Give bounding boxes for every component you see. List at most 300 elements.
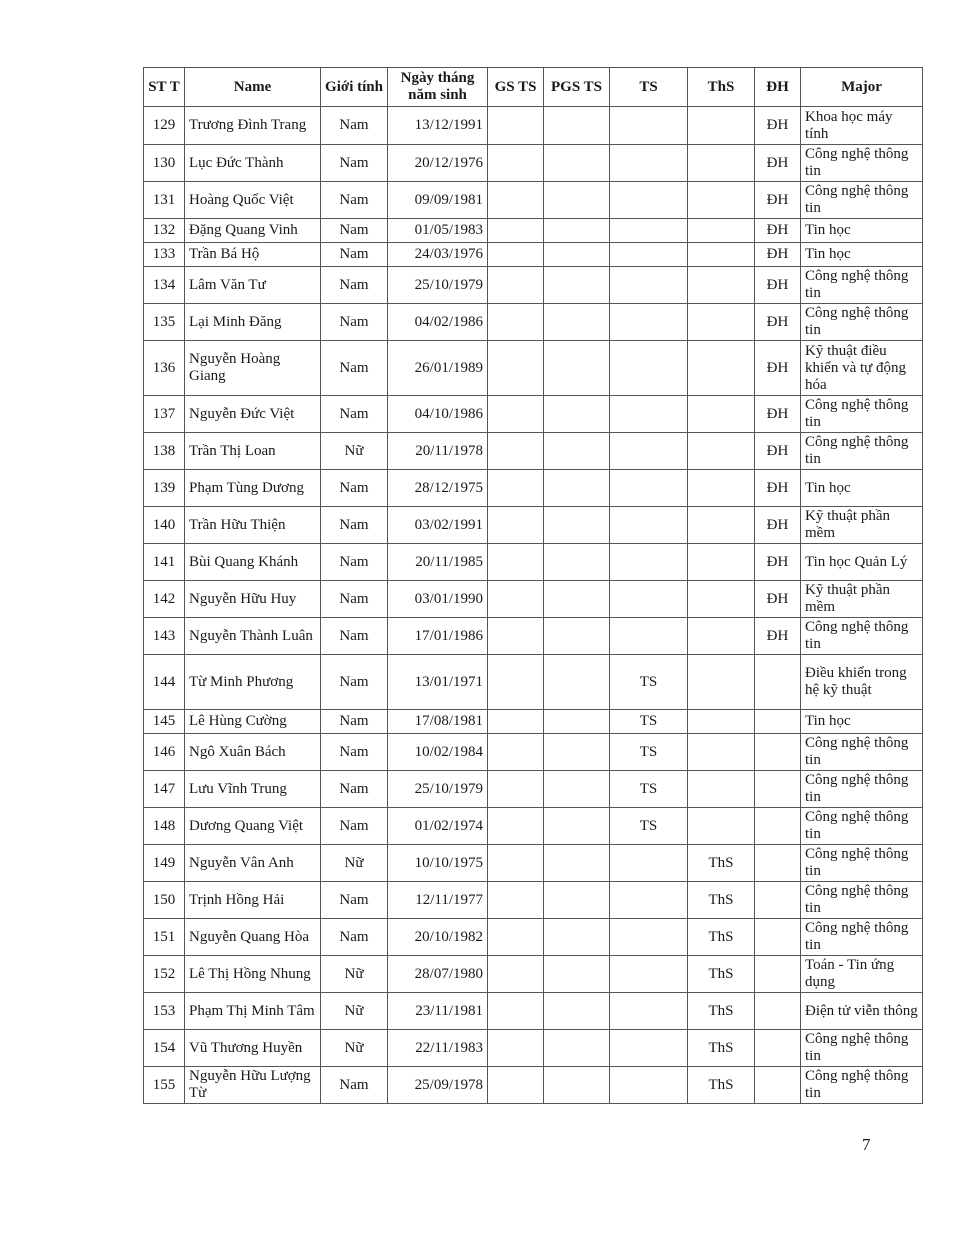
cell-gender: Nam <box>321 655 388 710</box>
cell-major: Công nghệ thông tin <box>801 304 923 341</box>
cell-ths <box>688 243 755 267</box>
cell-dh: ĐH <box>755 243 801 267</box>
cell-stt: 153 <box>144 993 185 1030</box>
cell-dob: 26/01/1989 <box>388 341 488 396</box>
cell-gender: Nam <box>321 618 388 655</box>
cell-ts <box>610 581 688 618</box>
cell-dob: 12/11/1977 <box>388 882 488 919</box>
table-row <box>144 433 923 470</box>
cell-stt: 149 <box>144 845 185 882</box>
cell-gsts <box>488 243 544 267</box>
cell-pgsts <box>544 433 610 470</box>
cell-dh: ĐH <box>755 341 801 396</box>
cell-dh <box>755 655 801 710</box>
cell-gsts <box>488 507 544 544</box>
cell-gender: Nữ <box>321 993 388 1030</box>
cell-name: Nguyễn Hữu Huy <box>185 581 321 618</box>
cell-dob: 10/10/1975 <box>388 845 488 882</box>
cell-dob: 03/02/1991 <box>388 507 488 544</box>
cell-major: Kỹ thuật phần mềm <box>801 581 923 618</box>
cell-major: Công nghệ thông tin <box>801 396 923 433</box>
cell-dob: 28/12/1975 <box>388 470 488 507</box>
cell-dob: 13/12/1991 <box>388 107 488 145</box>
cell-gsts <box>488 655 544 710</box>
cell-gender: Nam <box>321 341 388 396</box>
table-body <box>144 107 923 1104</box>
cell-pgsts <box>544 618 610 655</box>
cell-stt: 144 <box>144 655 185 710</box>
cell-dob: 17/08/1981 <box>388 710 488 734</box>
cell-gender: Nam <box>321 919 388 956</box>
table-row <box>144 145 923 182</box>
cell-gsts <box>488 882 544 919</box>
cell-stt: 136 <box>144 341 185 396</box>
cell-gsts <box>488 544 544 581</box>
cell-gsts <box>488 1030 544 1067</box>
cell-name: Lục Đức Thành <box>185 145 321 182</box>
cell-gsts <box>488 433 544 470</box>
cell-name: Lâm Văn Tư <box>185 267 321 304</box>
cell-name: Ngô Xuân Bách <box>185 734 321 771</box>
cell-gender: Nam <box>321 396 388 433</box>
table-row <box>144 882 923 919</box>
cell-ths: ThS <box>688 1030 755 1067</box>
cell-pgsts <box>544 182 610 219</box>
cell-dh: ĐH <box>755 544 801 581</box>
cell-pgsts <box>544 219 610 243</box>
cell-major: Công nghệ thông tin <box>801 267 923 304</box>
cell-gsts <box>488 145 544 182</box>
cell-ths <box>688 808 755 845</box>
cell-gsts <box>488 470 544 507</box>
cell-stt: 154 <box>144 1030 185 1067</box>
cell-ts: TS <box>610 808 688 845</box>
cell-ths: ThS <box>688 882 755 919</box>
cell-dh: ĐH <box>755 107 801 145</box>
cell-pgsts <box>544 107 610 145</box>
cell-gender: Nam <box>321 145 388 182</box>
cell-pgsts <box>544 993 610 1030</box>
cell-gsts <box>488 618 544 655</box>
cell-ts <box>610 182 688 219</box>
cell-ts <box>610 219 688 243</box>
cell-ths <box>688 267 755 304</box>
header-gender: Giới tính <box>321 68 388 107</box>
cell-major: Công nghệ thông tin <box>801 919 923 956</box>
cell-ths <box>688 618 755 655</box>
cell-major: Tin học Quản Lý <box>801 544 923 581</box>
cell-dob: 13/01/1971 <box>388 655 488 710</box>
cell-pgsts <box>544 396 610 433</box>
cell-gsts <box>488 304 544 341</box>
cell-dob: 28/07/1980 <box>388 956 488 993</box>
cell-major: Điều khiển trong hệ kỹ thuật <box>801 655 923 710</box>
cell-stt: 146 <box>144 734 185 771</box>
cell-name: Vũ Thương Huyền <box>185 1030 321 1067</box>
cell-gender: Nam <box>321 771 388 808</box>
cell-name: Đặng Quang Vinh <box>185 219 321 243</box>
cell-pgsts <box>544 1030 610 1067</box>
cell-name: Hoàng Quốc Việt <box>185 182 321 219</box>
table-row <box>144 219 923 243</box>
cell-major: Công nghệ thông tin <box>801 182 923 219</box>
cell-gender: Nam <box>321 470 388 507</box>
cell-ts <box>610 507 688 544</box>
cell-ts <box>610 993 688 1030</box>
table-row <box>144 618 923 655</box>
cell-name: Bùi Quang Khánh <box>185 544 321 581</box>
cell-ths <box>688 771 755 808</box>
cell-stt: 148 <box>144 808 185 845</box>
header-gsts: GS TS <box>488 68 544 107</box>
cell-pgsts <box>544 710 610 734</box>
cell-gender: Nữ <box>321 1030 388 1067</box>
cell-ts <box>610 1067 688 1104</box>
header-dob: Ngày tháng năm sinh <box>388 68 488 107</box>
cell-dh <box>755 882 801 919</box>
cell-dh: ĐH <box>755 219 801 243</box>
cell-ths <box>688 341 755 396</box>
cell-dob: 25/10/1979 <box>388 267 488 304</box>
cell-pgsts <box>544 919 610 956</box>
cell-dh <box>755 845 801 882</box>
page-number: 7 <box>862 1135 871 1154</box>
cell-stt: 140 <box>144 507 185 544</box>
cell-stt: 152 <box>144 956 185 993</box>
cell-major: Công nghệ thông tin <box>801 1030 923 1067</box>
cell-ths <box>688 655 755 710</box>
cell-ths <box>688 145 755 182</box>
cell-ts: TS <box>610 771 688 808</box>
cell-dob: 25/09/1978 <box>388 1067 488 1104</box>
cell-stt: 147 <box>144 771 185 808</box>
cell-gsts <box>488 267 544 304</box>
cell-gender: Nam <box>321 581 388 618</box>
cell-stt: 141 <box>144 544 185 581</box>
cell-ths <box>688 507 755 544</box>
cell-dob: 09/09/1981 <box>388 182 488 219</box>
staff-table <box>143 67 923 1104</box>
cell-dob: 22/11/1983 <box>388 1030 488 1067</box>
cell-pgsts <box>544 1067 610 1104</box>
cell-pgsts <box>544 808 610 845</box>
cell-pgsts <box>544 267 610 304</box>
cell-ts <box>610 956 688 993</box>
cell-gsts <box>488 956 544 993</box>
cell-name: Từ Minh Phương <box>185 655 321 710</box>
cell-name: Nguyễn Đức Việt <box>185 396 321 433</box>
cell-gsts <box>488 107 544 145</box>
table-row <box>144 544 923 581</box>
cell-dob: 25/10/1979 <box>388 771 488 808</box>
cell-ts <box>610 243 688 267</box>
cell-dh: ĐH <box>755 182 801 219</box>
cell-stt: 135 <box>144 304 185 341</box>
cell-dh <box>755 808 801 845</box>
cell-dh: ĐH <box>755 581 801 618</box>
cell-ts: TS <box>610 655 688 710</box>
cell-stt: 132 <box>144 219 185 243</box>
cell-ths <box>688 182 755 219</box>
cell-dh: ĐH <box>755 304 801 341</box>
cell-pgsts <box>544 655 610 710</box>
cell-major: Kỹ thuật phần mềm <box>801 507 923 544</box>
cell-pgsts <box>544 581 610 618</box>
cell-dh <box>755 956 801 993</box>
cell-pgsts <box>544 734 610 771</box>
cell-major: Tin học <box>801 470 923 507</box>
table-row <box>144 243 923 267</box>
cell-ts: TS <box>610 734 688 771</box>
cell-ts <box>610 544 688 581</box>
cell-gsts <box>488 396 544 433</box>
cell-gender: Nữ <box>321 845 388 882</box>
cell-ts: TS <box>610 710 688 734</box>
table-row <box>144 470 923 507</box>
cell-ths: ThS <box>688 919 755 956</box>
cell-ths <box>688 433 755 470</box>
cell-gender: Nam <box>321 882 388 919</box>
cell-name: Nguyễn Hoàng Giang <box>185 341 321 396</box>
cell-dob: 20/12/1976 <box>388 145 488 182</box>
cell-dob: 04/10/1986 <box>388 396 488 433</box>
cell-stt: 131 <box>144 182 185 219</box>
table-row <box>144 993 923 1030</box>
cell-stt: 151 <box>144 919 185 956</box>
cell-dob: 01/05/1983 <box>388 219 488 243</box>
cell-pgsts <box>544 845 610 882</box>
cell-gender: Nữ <box>321 956 388 993</box>
table-row <box>144 808 923 845</box>
cell-gender: Nam <box>321 710 388 734</box>
cell-major: Công nghệ thông tin <box>801 145 923 182</box>
cell-ts <box>610 396 688 433</box>
table-row <box>144 655 923 710</box>
cell-gender: Nam <box>321 219 388 243</box>
cell-dob: 03/01/1990 <box>388 581 488 618</box>
cell-name: Lưu Vĩnh Trung <box>185 771 321 808</box>
cell-ts <box>610 433 688 470</box>
cell-stt: 139 <box>144 470 185 507</box>
cell-ts <box>610 470 688 507</box>
cell-gsts <box>488 1067 544 1104</box>
cell-ts <box>610 145 688 182</box>
cell-gsts <box>488 845 544 882</box>
cell-pgsts <box>544 882 610 919</box>
cell-dob: 01/02/1974 <box>388 808 488 845</box>
cell-name: Nguyễn Thành Luân <box>185 618 321 655</box>
table-row <box>144 1030 923 1067</box>
cell-dh: ĐH <box>755 433 801 470</box>
cell-major: Công nghệ thông tin <box>801 771 923 808</box>
header-ts: TS <box>610 68 688 107</box>
table-row <box>144 507 923 544</box>
cell-ths <box>688 470 755 507</box>
cell-gender: Nam <box>321 107 388 145</box>
cell-major: Tin học <box>801 710 923 734</box>
cell-ts <box>610 919 688 956</box>
cell-stt: 137 <box>144 396 185 433</box>
cell-major: Công nghệ thông tin <box>801 845 923 882</box>
cell-name: Trịnh Hồng Hải <box>185 882 321 919</box>
cell-dh: ĐH <box>755 618 801 655</box>
cell-major: Tin học <box>801 219 923 243</box>
cell-ths <box>688 396 755 433</box>
cell-pgsts <box>544 771 610 808</box>
cell-dh: ĐH <box>755 267 801 304</box>
cell-name: Dương Quang Việt <box>185 808 321 845</box>
cell-dob: 10/02/1984 <box>388 734 488 771</box>
cell-major: Công nghệ thông tin <box>801 1067 923 1104</box>
cell-major: Công nghệ thông tin <box>801 808 923 845</box>
header-stt: ST T <box>144 68 185 107</box>
cell-dob: 23/11/1981 <box>388 993 488 1030</box>
cell-ths <box>688 710 755 734</box>
table-row <box>144 267 923 304</box>
table-row <box>144 341 923 396</box>
cell-gender: Nam <box>321 808 388 845</box>
cell-pgsts <box>544 304 610 341</box>
cell-major: Khoa học máy tính <box>801 107 923 145</box>
cell-stt: 134 <box>144 267 185 304</box>
cell-ts <box>610 1030 688 1067</box>
table-row <box>144 304 923 341</box>
cell-ths <box>688 107 755 145</box>
cell-gender: Nữ <box>321 433 388 470</box>
table-row <box>144 919 923 956</box>
cell-name: Phạm Thị Minh Tâm <box>185 993 321 1030</box>
table-row <box>144 771 923 808</box>
cell-gender: Nam <box>321 507 388 544</box>
cell-stt: 150 <box>144 882 185 919</box>
cell-major: Công nghệ thông tin <box>801 734 923 771</box>
cell-ths: ThS <box>688 1067 755 1104</box>
table-row <box>144 956 923 993</box>
cell-dh <box>755 710 801 734</box>
table-row <box>144 1067 923 1104</box>
cell-ths <box>688 304 755 341</box>
cell-gsts <box>488 581 544 618</box>
cell-stt: 130 <box>144 145 185 182</box>
cell-gsts <box>488 710 544 734</box>
cell-dob: 20/10/1982 <box>388 919 488 956</box>
table-row <box>144 710 923 734</box>
cell-stt: 138 <box>144 433 185 470</box>
cell-name: Trần Bá Hộ <box>185 243 321 267</box>
table-row <box>144 581 923 618</box>
cell-name: Nguyễn Quang Hòa <box>185 919 321 956</box>
cell-pgsts <box>544 341 610 396</box>
cell-dh <box>755 771 801 808</box>
cell-dob: 17/01/1986 <box>388 618 488 655</box>
cell-dh <box>755 1067 801 1104</box>
cell-pgsts <box>544 243 610 267</box>
cell-ths: ThS <box>688 993 755 1030</box>
cell-ths <box>688 581 755 618</box>
cell-name: Lê Thị Hồng Nhung <box>185 956 321 993</box>
cell-major: Kỹ thuật điều khiển và tự động hóa <box>801 341 923 396</box>
cell-ths: ThS <box>688 956 755 993</box>
cell-dob: 24/03/1976 <box>388 243 488 267</box>
cell-major: Công nghệ thông tin <box>801 618 923 655</box>
cell-gender: Nam <box>321 1067 388 1104</box>
cell-pgsts <box>544 507 610 544</box>
table-row <box>144 107 923 145</box>
cell-major: Tin học <box>801 243 923 267</box>
cell-dob: 20/11/1978 <box>388 433 488 470</box>
table-row <box>144 396 923 433</box>
header-name: Name <box>185 68 321 107</box>
cell-ts <box>610 107 688 145</box>
header-ths: ThS <box>688 68 755 107</box>
cell-dh <box>755 993 801 1030</box>
cell-stt: 133 <box>144 243 185 267</box>
cell-dh <box>755 734 801 771</box>
cell-major: Công nghệ thông tin <box>801 433 923 470</box>
cell-gender: Nam <box>321 544 388 581</box>
cell-dh <box>755 919 801 956</box>
cell-name: Trần Hữu Thiện <box>185 507 321 544</box>
cell-pgsts <box>544 470 610 507</box>
cell-gsts <box>488 919 544 956</box>
cell-name: Lại Minh Đăng <box>185 304 321 341</box>
cell-dh <box>755 1030 801 1067</box>
header-pgsts: PGS TS <box>544 68 610 107</box>
cell-ths <box>688 544 755 581</box>
cell-gsts <box>488 734 544 771</box>
table-row <box>144 845 923 882</box>
cell-gsts <box>488 808 544 845</box>
table-header-row <box>144 68 923 107</box>
cell-pgsts <box>544 956 610 993</box>
cell-ts <box>610 304 688 341</box>
cell-dob: 04/02/1986 <box>388 304 488 341</box>
table-row <box>144 734 923 771</box>
header-dh: ĐH <box>755 68 801 107</box>
cell-stt: 155 <box>144 1067 185 1104</box>
cell-ths: ThS <box>688 845 755 882</box>
cell-gender: Nam <box>321 182 388 219</box>
cell-ts <box>610 882 688 919</box>
cell-gsts <box>488 771 544 808</box>
cell-gender: Nam <box>321 243 388 267</box>
cell-stt: 129 <box>144 107 185 145</box>
cell-name: Trần Thị Loan <box>185 433 321 470</box>
cell-gsts <box>488 993 544 1030</box>
header-major: Major <box>801 68 923 107</box>
cell-gender: Nam <box>321 267 388 304</box>
cell-pgsts <box>544 544 610 581</box>
cell-ts <box>610 618 688 655</box>
cell-major: Công nghệ thông tin <box>801 882 923 919</box>
cell-major: Điện tử viễn thông <box>801 993 923 1030</box>
cell-ts <box>610 845 688 882</box>
cell-name: Phạm Tùng Dương <box>185 470 321 507</box>
cell-gsts <box>488 341 544 396</box>
cell-ts <box>610 341 688 396</box>
cell-ths <box>688 219 755 243</box>
cell-stt: 145 <box>144 710 185 734</box>
cell-major: Toán - Tin ứng dụng <box>801 956 923 993</box>
cell-stt: 142 <box>144 581 185 618</box>
cell-dh: ĐH <box>755 145 801 182</box>
cell-name: Nguyễn Hữu Lượng Từ <box>185 1067 321 1104</box>
cell-ts <box>610 267 688 304</box>
cell-gsts <box>488 182 544 219</box>
cell-gender: Nam <box>321 304 388 341</box>
cell-dh: ĐH <box>755 470 801 507</box>
cell-dob: 20/11/1985 <box>388 544 488 581</box>
